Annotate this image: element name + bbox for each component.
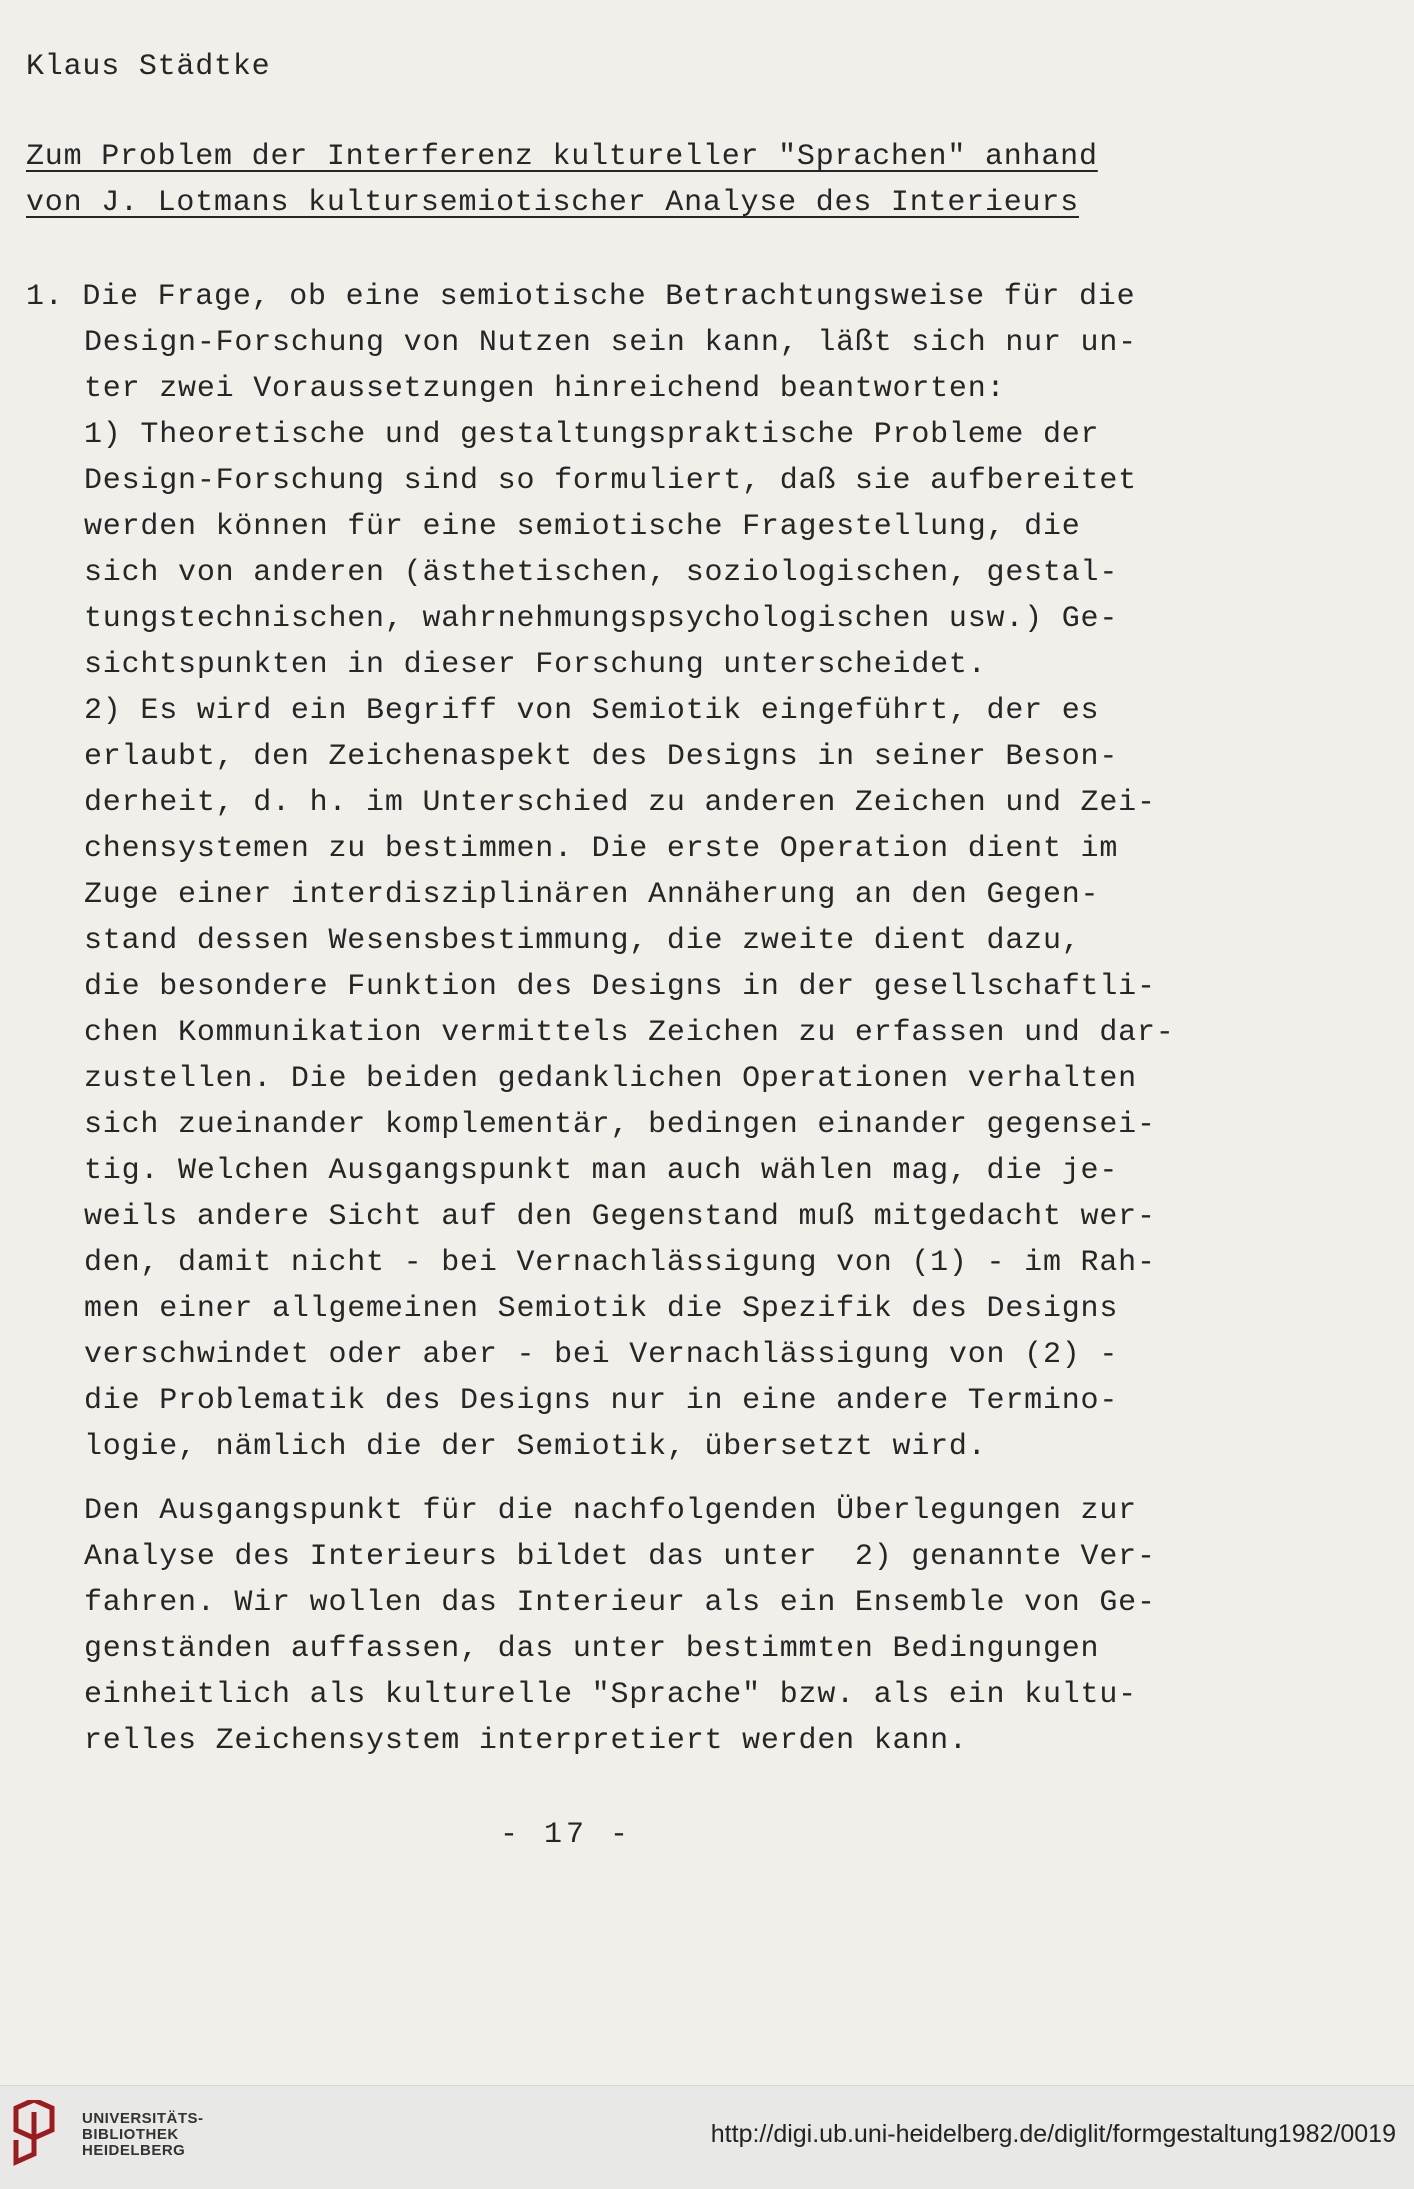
body-line: Den Ausgangspunkt für die nachfolgenden Überlegungen zur xyxy=(84,1494,1137,1528)
body-line: derheit, d. h. im Unterschied zu anderen Zeichen und Zei- xyxy=(84,786,1156,820)
library-logo-icon xyxy=(12,2100,56,2170)
body-line: sichtspunkten in dieser Forschung unterscheidet. xyxy=(84,648,987,682)
body-line: zustellen. Die beiden gedanklichen Operationen verhalten xyxy=(84,1062,1137,1096)
body-line: Zuge einer interdisziplinären Annäherung an den Gegen- xyxy=(84,878,1100,912)
body-line: tig. Welchen Ausgangspunkt man auch wählen mag, die je- xyxy=(84,1154,1119,1188)
body-line: die besondere Funktion des Designs in der gesellschaftli- xyxy=(84,970,1156,1004)
body-line: chen Kommunikation vermittels Zeichen zu erfassen und dar- xyxy=(84,1016,1175,1050)
library-logo-text xyxy=(82,2111,204,2159)
body-line: verschwindet oder aber - bei Vernachlässigung von (2) - xyxy=(84,1338,1119,1372)
logo-line-3: HEIDELBERG xyxy=(82,2142,186,2159)
body-line: werden können für eine semiotische Fragestellung, die xyxy=(84,510,1081,544)
body-line: Design-Forschung von Nutzen sein kann, läßt sich nur un- xyxy=(84,326,1137,360)
body-line: ter zwei Voraussetzungen hinreichend beantworten: xyxy=(84,372,1006,406)
body-line: 1) Theoretische und gestaltungspraktische Probleme der xyxy=(84,418,1100,452)
title-line-2: von J. Lotmans kultursemiotischer Analyse des Interieurs xyxy=(26,186,1079,220)
body-line: chensystemen zu bestimmen. Die erste Operation dient im xyxy=(84,832,1119,866)
body-line: genständen auffassen, das unter bestimmten Bedingungen xyxy=(84,1632,1100,1666)
permalink-url[interactable]: http://digi.ub.uni-heidelberg.de/diglit/formgestaltung1982/0019 xyxy=(710,2120,1396,2148)
body-line: erlaubt, den Zeichenaspekt des Designs in seiner Beson- xyxy=(84,740,1119,774)
body-line: fahren. Wir wollen das Interieur als ein Ensemble von Ge- xyxy=(84,1586,1156,1620)
body-line: den, damit nicht - bei Vernachlässigung von (1) - im Rah- xyxy=(84,1246,1156,1280)
body-line: 1. Die Frage, ob eine semiotische Betrachtungsweise für die xyxy=(26,280,1136,314)
body-line: logie, nämlich die der Semiotik, übersetzt wird. xyxy=(84,1430,987,1464)
logo-line-1: UNIVERSITÄTS- xyxy=(82,2110,204,2127)
body-line: relles Zeichensystem interpretiert werden kann. xyxy=(84,1724,968,1758)
body-line: die Problematik des Designs nur in eine andere Termino- xyxy=(84,1384,1119,1418)
author-name: Klaus Städtke xyxy=(26,50,271,84)
body-line: weils andere Sicht auf den Gegenstand muß mitgedacht wer- xyxy=(84,1200,1156,1234)
page-number: - 17 - xyxy=(500,1818,633,1852)
body-line: sich zueinander komplementär, bedingen einander gegensei- xyxy=(84,1108,1156,1142)
body-line: tungstechnischen, wahrnehmungspsychologischen usw.) Ge- xyxy=(84,602,1119,636)
logo-line-2: BIBLIOTHEK xyxy=(82,2126,179,2143)
footer-bar xyxy=(0,2085,1414,2189)
body-line: Analyse des Interieurs bildet das unter 2) genannte Ver- xyxy=(84,1540,1156,1574)
body-line: sich von anderen (ästhetischen, soziologischen, gestal- xyxy=(84,556,1119,590)
title-line-1: Zum Problem der Interferenz kultureller "Sprachen" anhand xyxy=(26,140,1098,174)
body-line: men einer allgemeinen Semiotik die Spezifik des Designs xyxy=(84,1292,1119,1326)
body-line: einheitlich als kulturelle "Sprache" bzw. als ein kultu- xyxy=(84,1678,1137,1712)
body-line: Design-Forschung sind so formuliert, daß sie aufbereitet xyxy=(84,464,1137,498)
body-line: 2) Es wird ein Begriff von Semiotik eingeführt, der es xyxy=(84,694,1100,728)
body-line: stand dessen Wesensbestimmung, die zweite dient dazu, xyxy=(84,924,1081,958)
